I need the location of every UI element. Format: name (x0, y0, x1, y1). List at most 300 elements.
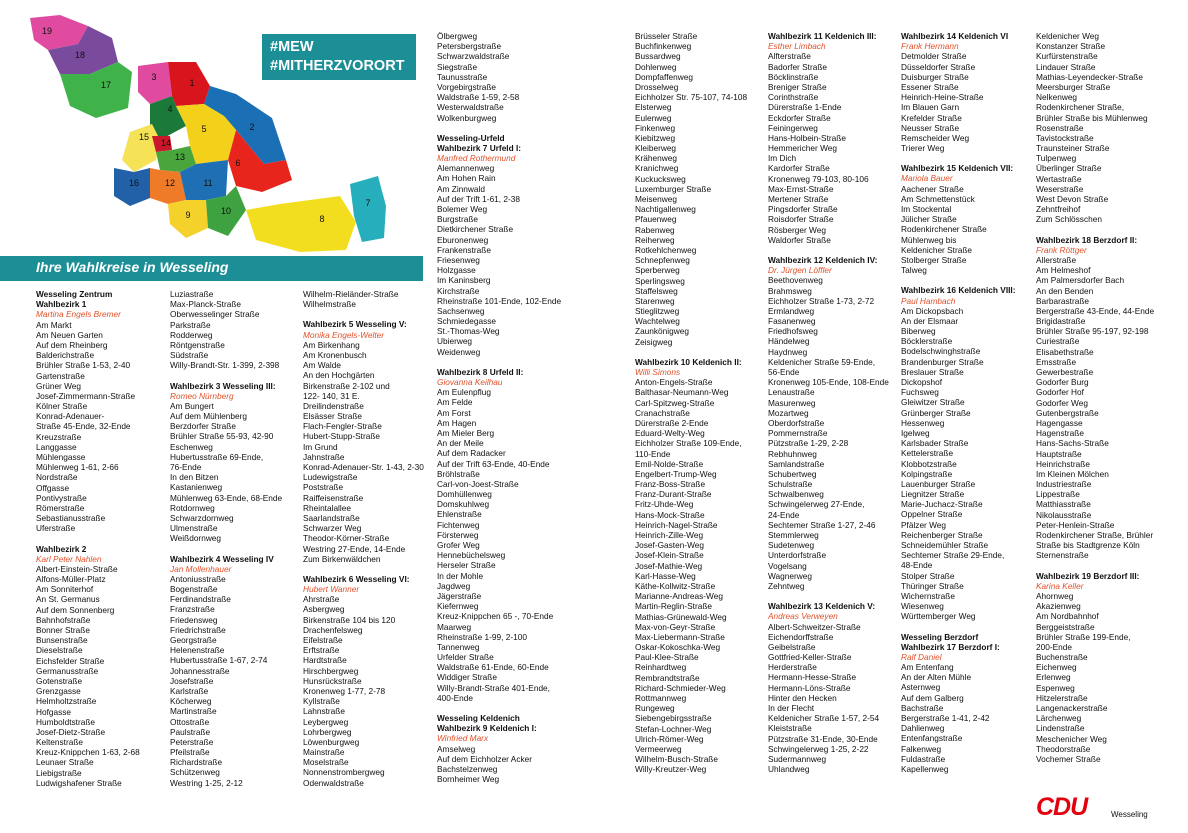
street-item: Böcklerstraße (901, 336, 953, 347)
street-item: Auf dem Radacker (437, 448, 506, 459)
street-item: Mühlenweg 63-Ende, 68-Ende (170, 492, 283, 503)
district-label-14: 14 (160, 138, 172, 148)
street-item: Am Nordbahnhof (1036, 611, 1099, 622)
street-item: Anton-Engels-Straße (635, 377, 713, 388)
street-item: Peterstraße (170, 736, 214, 747)
street-item: 200-Ende (1036, 641, 1072, 652)
street-item: Hitzelerstraße (1036, 692, 1088, 703)
street-item: Berggeiststraße (1036, 621, 1095, 632)
street-item: Am Hagen (437, 417, 477, 428)
street-item: Alfterstraße (768, 51, 811, 62)
street-item: Kranichweg (635, 163, 679, 174)
street-item: Stemmlerweg (768, 530, 819, 540)
street-item: Sechtemer Straße 1-27, 2-46 (768, 519, 876, 530)
street-item: Keldenicher Weg (1036, 31, 1100, 41)
street-item: Roisdorfer Straße (768, 214, 834, 225)
street-item: Matthiasstraße (1036, 499, 1091, 510)
street-item: Oberdorfstraße (768, 417, 825, 428)
street-item: Ubierweg (437, 336, 473, 347)
street-item: Weißdornweg (170, 533, 222, 544)
street-item: Breslauer Straße (901, 366, 964, 377)
street-item: Hennebüchelsweg (437, 550, 506, 561)
district-heading: Wahlbezirk 13 Keldenich V: (768, 601, 876, 612)
cdu-logo-subtitle: Wesseling (1111, 810, 1148, 819)
hashtag-box (262, 34, 416, 80)
street-item: Auf dem Galberg (901, 692, 964, 703)
street-item: Saarlandstraße (303, 512, 360, 523)
street-item: Hans-Mock-Straße (635, 509, 705, 520)
spacer (635, 347, 747, 357)
street-item: Am Kronenbusch (303, 349, 367, 360)
street-item: Nelkenweg (1036, 92, 1078, 103)
street-item: Ludwigshafener Straße (36, 777, 122, 788)
district-3 (138, 62, 172, 104)
street-item: Bolemer Weg (437, 204, 488, 214)
street-item: Wertastraße (1036, 173, 1082, 184)
street-item: Nordstraße (36, 472, 78, 483)
candidate-name: Karl Peter Nahlen (36, 553, 102, 564)
spacer (437, 357, 561, 367)
street-item: Starenweg (635, 295, 675, 306)
street-item: Domskuhlweg (437, 499, 490, 510)
street-item: Ölbergweg (437, 31, 478, 41)
street-item: Friedhofsweg (768, 326, 818, 337)
street-item: Kronenweg 1-77, 2-78 (303, 685, 386, 696)
street-item: Peter-Henlein-Straße (1036, 519, 1115, 530)
spacer (36, 534, 140, 544)
street-item: Zum Birkenwäldchen (303, 553, 381, 564)
street-item: Traunsteiner Straße (1036, 143, 1110, 154)
street-item: Widdiger Straße (437, 672, 497, 683)
street-item: Schwingelerweg 1-25, 2-22 (768, 743, 869, 754)
street-item: Klobbotzstraße (901, 458, 957, 469)
spacer (901, 275, 1016, 285)
street-item: Bonner Straße (36, 625, 90, 635)
street-item: Birkenstraße 104 bis 120 (303, 614, 396, 625)
street-item: Drosselweg (635, 81, 679, 92)
street-item: Rebhuhnweg (768, 448, 817, 459)
street-item: Fichtenweg (437, 519, 480, 530)
street-item: Antoniusstraße (170, 573, 226, 584)
street-item: Brühler Straße bis Mühlenweg (1036, 112, 1148, 123)
street-item: Grofer Weg (437, 540, 480, 550)
street-item: Rodenkirchener Straße, (1036, 102, 1125, 113)
spacer (170, 371, 282, 381)
street-item: Josef-Mathie-Weg (635, 560, 703, 571)
street-item: Alemannenweg (437, 163, 495, 174)
street-item: Willy-Brandt-Straße 401-Ende, (437, 682, 550, 693)
street-item: Helmholtzstraße (36, 696, 97, 707)
street-item: Rheintalallee (303, 502, 351, 513)
spacer (768, 591, 889, 601)
street-item: Auf dem Mühlenberg (170, 411, 248, 422)
street-item: Hirschbergweg (303, 665, 359, 676)
street-item: Taunusstraße (437, 71, 488, 82)
street-item: Krefelder Straße (901, 112, 962, 123)
street-item: Vogelsang (768, 560, 807, 571)
street-item: Akazienweg (1036, 601, 1081, 612)
street-item: Grüner Weg (36, 380, 82, 391)
street-item: Dompfaffenweg (635, 71, 693, 82)
street-item: Geibelstraße (768, 641, 816, 652)
district-heading: Wahlbezirk 11 Keldenich III: (768, 31, 877, 41)
street-item: Pfeilstraße (170, 747, 210, 758)
street-item: Max-Ernst-Straße (768, 183, 834, 194)
street-item: Masurenweg (768, 397, 816, 408)
district-column-7 (901, 31, 1016, 774)
street-item: Alfons-Müller-Platz (36, 574, 106, 585)
street-item: 48-Ende (901, 560, 933, 571)
district-label-3: 3 (151, 72, 157, 82)
street-item: Sudermannweg (768, 753, 827, 764)
street-item: Händelweg (768, 336, 810, 347)
street-item: Emsstraße (1036, 356, 1077, 367)
street-item: Karlsbader Straße (901, 438, 969, 449)
spacer (901, 622, 1016, 632)
street-item: Schwarzer Weg (303, 523, 362, 534)
street-item: Kapellenweg (901, 763, 949, 774)
street-item: 24-Ende (768, 509, 800, 520)
street-item: Jahnstraße (303, 451, 345, 462)
street-item: Waldstraße 1-59, 2-58 (437, 92, 520, 103)
street-item: In der Mohle (437, 570, 484, 581)
street-item: Auf dem Rheinberg (36, 339, 108, 350)
street-item: Heinrichstraße (1036, 458, 1090, 469)
street-item: Ahornweg (1036, 590, 1074, 601)
street-item: Fasanenweg (768, 316, 816, 327)
street-item: Erftstraße (303, 645, 340, 656)
street-item: Eichsfelder Straße (36, 655, 105, 666)
street-item: Eulenweg (635, 112, 672, 123)
street-item: Pontivystraße (36, 492, 87, 503)
street-item: Kettelerstraße (901, 448, 954, 459)
street-item: Friedensweg (170, 614, 218, 625)
street-item: Wachtelweg (635, 316, 680, 327)
street-item: Langenackerstraße (1036, 703, 1108, 713)
street-item: Bergerstraße 1-41, 2-42 (901, 713, 990, 723)
street-item: 122- 140, 31 E. (303, 390, 360, 401)
street-item: Westring 27-Ende, 14-Ende (303, 543, 406, 554)
street-item: Bogenstraße (170, 584, 218, 595)
street-item: Sachsenweg (437, 305, 485, 316)
street-item: Heinrich-Nagel-Straße (635, 519, 718, 530)
street-item: Dahlienweg (901, 723, 945, 734)
street-item: Schubertweg (768, 468, 817, 479)
street-item: Wilhelmstraße (303, 299, 357, 310)
street-item: Thüringer Straße (901, 580, 964, 591)
street-item: Rungeweg (635, 703, 675, 714)
street-item: Tannenweg (437, 641, 480, 652)
street-item: Dieselstraße (36, 645, 83, 656)
street-item: Schwarzwaldstraße (437, 51, 510, 62)
street-item: Am Helmeshof (1036, 265, 1091, 276)
street-item: Brigidastraße (1036, 316, 1086, 327)
street-item: Bergerstraße 43-Ende, 44-Ende (1036, 305, 1155, 316)
street-item: Hubert-Stupp-Straße (303, 431, 381, 442)
street-item: Schulstraße (768, 479, 813, 490)
street-item: Nonnenstrombergweg (303, 767, 385, 778)
street-item: Eckdorfer Straße (768, 112, 831, 123)
street-item: Kronenweg 105-Ende, 108-Ende (768, 377, 889, 388)
street-item: Albert-Einstein-Straße (36, 563, 118, 574)
street-item: Schwarzdornweg (170, 512, 234, 523)
district-label-18: 18 (74, 50, 86, 60)
district-heading: Wahlbezirk 8 Urfeld II: (437, 366, 524, 377)
district-heading: Wesseling-Urfeld (437, 132, 505, 143)
candidate-name: Karina Keller (1036, 580, 1084, 591)
district-heading: Wahlbezirk 18 Berzdorf II: (1036, 234, 1138, 245)
street-item: Dohlenweg (635, 61, 677, 72)
street-item: Lindauer Straße (1036, 61, 1096, 72)
street-item: Eichendorffstraße (768, 631, 834, 642)
district-column-5 (635, 31, 747, 775)
street-item: Frankenstraße (437, 244, 491, 255)
district-heading: Wesseling Keldenich (437, 713, 520, 723)
street-item: Leybergweg (303, 716, 349, 727)
district-heading: Wahlbezirk 19 Berzdorf III: (1036, 570, 1140, 581)
street-item: Asbergweg (303, 604, 345, 615)
street-item: Schnepfenweg (635, 255, 690, 266)
candidate-name: Esther Limbach (768, 41, 826, 52)
candidate-name: Frank Hermann (901, 41, 959, 52)
street-item: Am Forst (437, 407, 471, 418)
street-item: In der Flecht (768, 703, 815, 713)
street-item: Rosenstraße (1036, 122, 1084, 133)
street-item: In den Bitzen (170, 472, 219, 483)
street-item: Wagnerweg (768, 570, 812, 581)
street-item: Hubertusstraße 1-67, 2-74 (170, 655, 268, 666)
street-item: Max-Planck-Straße (170, 299, 242, 310)
street-item: Bachstelzenweg (437, 763, 498, 774)
street-item: Meschenicher Weg (1036, 733, 1107, 744)
street-item: Kölner Straße (36, 401, 88, 412)
street-item: Haydnweg (768, 346, 808, 357)
street-item: Grenzgasse (36, 686, 81, 697)
street-item: Marianne-Andreas-Weg (635, 591, 723, 602)
street-item: Emil-Nolde-Straße (635, 458, 704, 469)
street-item: Domhüllenweg (437, 489, 492, 500)
street-item: Am Dickopsbach (901, 305, 964, 316)
street-item: Hermann-Hesse-Straße (768, 672, 857, 683)
spacer (437, 703, 561, 713)
spacer (170, 544, 282, 554)
street-item: Maarweg (437, 621, 472, 632)
candidate-name: Willi Simons (635, 367, 681, 377)
street-item: Friesenweg (437, 254, 480, 265)
street-item: Am Markt (36, 319, 72, 330)
district-label-2: 2 (249, 122, 255, 132)
street-item: Holzgasse (437, 265, 476, 276)
street-item: 76-Ende (170, 462, 202, 472)
street-item: Pfauenweg (635, 214, 677, 225)
street-item: Badorfer Straße (768, 61, 828, 72)
street-item: Sechtemer Straße 29-Ende, (901, 550, 1005, 561)
street-item: Gutenbergstraße (1036, 407, 1099, 418)
street-item: Zehntfreihof (1036, 204, 1081, 215)
street-item: Sperlingsweg (635, 275, 685, 286)
street-item: Fuchsweg (901, 387, 939, 398)
street-item: Industriestraße (1036, 479, 1092, 490)
street-item: Erlenweg (1036, 672, 1071, 683)
street-item: Wilhelm-Rieländer-Straße (303, 289, 399, 299)
street-item: Detmolder Straße (901, 51, 967, 62)
street-item: Auf dem Eichholzer Acker (437, 753, 532, 764)
street-item: Josef-Zimmermann-Straße (36, 390, 136, 401)
street-item: Straße 45-Ende, 32-Ende (36, 421, 131, 432)
street-item: Waldorfer Straße (768, 234, 831, 245)
street-item: Mathias-Leyendecker-Straße (1036, 71, 1143, 82)
district-column-2 (170, 289, 282, 788)
street-item: Hermann-Löns-Straße (768, 682, 851, 693)
street-item: Mühlenweg bis (901, 234, 957, 245)
street-item: Im Kaninsberg (437, 275, 491, 286)
street-item: Düsseldorfer Straße (901, 61, 976, 72)
district-label-10: 10 (220, 206, 232, 216)
candidate-name: Romeo Nürnberg (170, 390, 234, 401)
street-item: Jägerstraße (437, 590, 482, 601)
district-7 (350, 176, 386, 242)
district-label-13: 13 (174, 152, 186, 162)
spacer (1036, 225, 1154, 235)
street-item: Biberweg (901, 326, 936, 337)
street-item: Neusser Straße (901, 122, 960, 133)
street-item: Rodenkirchener Straße (901, 224, 987, 235)
street-item: Keldenicher Straße 59-Ende, (768, 356, 876, 367)
street-item: Kolpingstraße (901, 468, 953, 479)
street-item: Am Walde (303, 360, 341, 371)
street-item: Rabenweg (635, 224, 675, 235)
street-item: Im Kleinen Mölchen (1036, 468, 1109, 479)
street-item: Straße bis Stadtgrenze Köln (1036, 540, 1140, 551)
district-label-5: 5 (201, 124, 207, 134)
spacer (303, 309, 424, 319)
district-heading: Wesseling Berzdorf (901, 631, 979, 642)
street-item: Zehntweg (768, 580, 805, 591)
street-item: Marie-Juchacz-Straße (901, 499, 983, 510)
street-item: Beethovenweg (768, 275, 823, 286)
street-item: Stolberger Straße (901, 254, 967, 265)
district-column-8 (1036, 31, 1154, 764)
street-item: Brühler Straße 55-93, 42-90 (170, 431, 274, 442)
street-item: Schmiedegasse (437, 316, 497, 327)
street-item: Röntgenstraße (170, 339, 225, 350)
street-item: Carl-Spitzweg-Straße (635, 397, 715, 408)
street-item: Auf der Trift 1-61, 2-38 (437, 193, 521, 204)
street-item: Brühler Straße 1-53, 2-40 (36, 360, 131, 371)
street-item: Leunaer Straße (36, 757, 94, 768)
street-item: Ermlandweg (768, 305, 815, 316)
street-item: Rösberger Weg (768, 224, 826, 235)
street-item: Südstraße (170, 350, 209, 361)
street-item: Mozartweg (768, 407, 809, 418)
street-item: Vochemer Straße (1036, 753, 1101, 764)
street-item: Ulmenstraße (170, 523, 218, 534)
street-item: Eschenweg (170, 441, 213, 452)
street-item: Breniger Straße (768, 81, 827, 92)
street-item: An der Meile (437, 438, 484, 449)
street-item: Fuldastraße (901, 753, 946, 764)
street-item: Kurfürstenstraße (1036, 51, 1098, 62)
street-item: Westerwaldstraße (437, 102, 504, 113)
candidate-name: Giovanna Keilhau (437, 377, 503, 387)
street-item: Curiestraße (1036, 336, 1080, 347)
street-item: Hubertusstraße 69-Ende, (170, 451, 264, 462)
street-item: Grünberger Straße (901, 407, 971, 418)
street-item: Eburonenweg (437, 234, 489, 245)
street-item: Oberwesselinger Straße (170, 309, 260, 320)
street-item: Württemberger Weg (901, 611, 976, 622)
street-item: Zaunkönigweg (635, 326, 689, 337)
street-item: Heinrich-Heine-Straße (901, 92, 984, 103)
street-item: Albert-Schweitzer-Straße (768, 621, 861, 632)
district-label-12: 12 (164, 178, 176, 188)
street-item: Eifelstraße (303, 635, 343, 645)
street-item: An St. Germanus (36, 594, 100, 605)
street-item: Ehlenstraße (437, 509, 482, 520)
street-item: Franz-Boss-Straße (635, 479, 706, 490)
hashtag-mew: #MEW (270, 39, 314, 55)
street-item: Falkenweg (901, 743, 942, 754)
street-item: Entenfangstraße (901, 733, 963, 744)
street-item: Willy-Brandt-Str. 1-399, 2-398 (170, 360, 280, 371)
street-item: An der Elsmaar (901, 315, 959, 326)
street-item: Aachener Straße (901, 183, 964, 194)
street-item: Essener Straße (901, 81, 959, 92)
street-item: Eichholzer Str. 75-107, 74-108 (635, 92, 748, 103)
street-item: Barbarastraße (1036, 295, 1090, 306)
street-item: Nachtigallenweg (635, 204, 696, 215)
street-item: Wilhelm-Busch-Straße (635, 754, 718, 765)
street-item: Friedrichstraße (170, 624, 226, 635)
district-label-19: 19 (41, 26, 53, 36)
street-item: Wichernstraße (901, 590, 955, 601)
street-item: Hans-Sachs-Straße (1036, 438, 1109, 449)
hashtag-mitherzvorort: #MITHERZVORORT (270, 58, 405, 74)
street-item: Flach-Fengler-Straße (303, 421, 382, 432)
street-item: Drachenfelsweg (303, 624, 363, 635)
district-heading: Wahlbezirk 16 Keldenich VIII: (901, 285, 1016, 296)
street-item: Brühler Straße 95-197, 92-198 (1036, 326, 1149, 337)
district-label-17: 17 (100, 80, 112, 90)
street-item: Lahnstraße (303, 706, 345, 717)
district-label-1: 1 (189, 78, 195, 88)
street-item: Franz-Durant-Straße (635, 489, 712, 500)
street-item: Kleiststraße (768, 723, 812, 734)
district-label-8: 8 (319, 214, 325, 224)
street-item: St.-Thomas-Weg (437, 326, 500, 337)
street-item: Staffelsweg (635, 285, 678, 296)
street-item: Elisabethstraße (1036, 346, 1094, 357)
street-item: Godorfer Burg (1036, 377, 1089, 388)
street-item: Keldenicher Straße (901, 244, 973, 255)
street-item: Am Schmettenstück (901, 193, 975, 204)
street-item: Reiherweg (635, 234, 675, 245)
street-item: Heinrich-Zille-Weg (635, 530, 704, 540)
street-item: Gewerbestraße (1036, 367, 1094, 377)
street-item: Mertener Straße (768, 194, 829, 204)
street-item: Max-Liebermann-Straße (635, 631, 725, 642)
street-item: Raiffeisenstraße (303, 492, 364, 503)
street-item: Willy-Kreutzer-Weg (635, 764, 707, 775)
candidate-name: Hubert Wanner (303, 584, 360, 595)
street-item: Balthasar-Neumann-Weg (635, 387, 729, 398)
street-item: Hagenstraße (1036, 428, 1084, 439)
street-item: Josef-Dietz-Straße (36, 726, 106, 737)
street-item: Finkenweg (635, 122, 676, 133)
street-item: Westring 1-25, 2-12 (170, 777, 243, 788)
street-item: Jagdweg (437, 580, 471, 591)
street-item: Lenaustraße (768, 387, 815, 398)
